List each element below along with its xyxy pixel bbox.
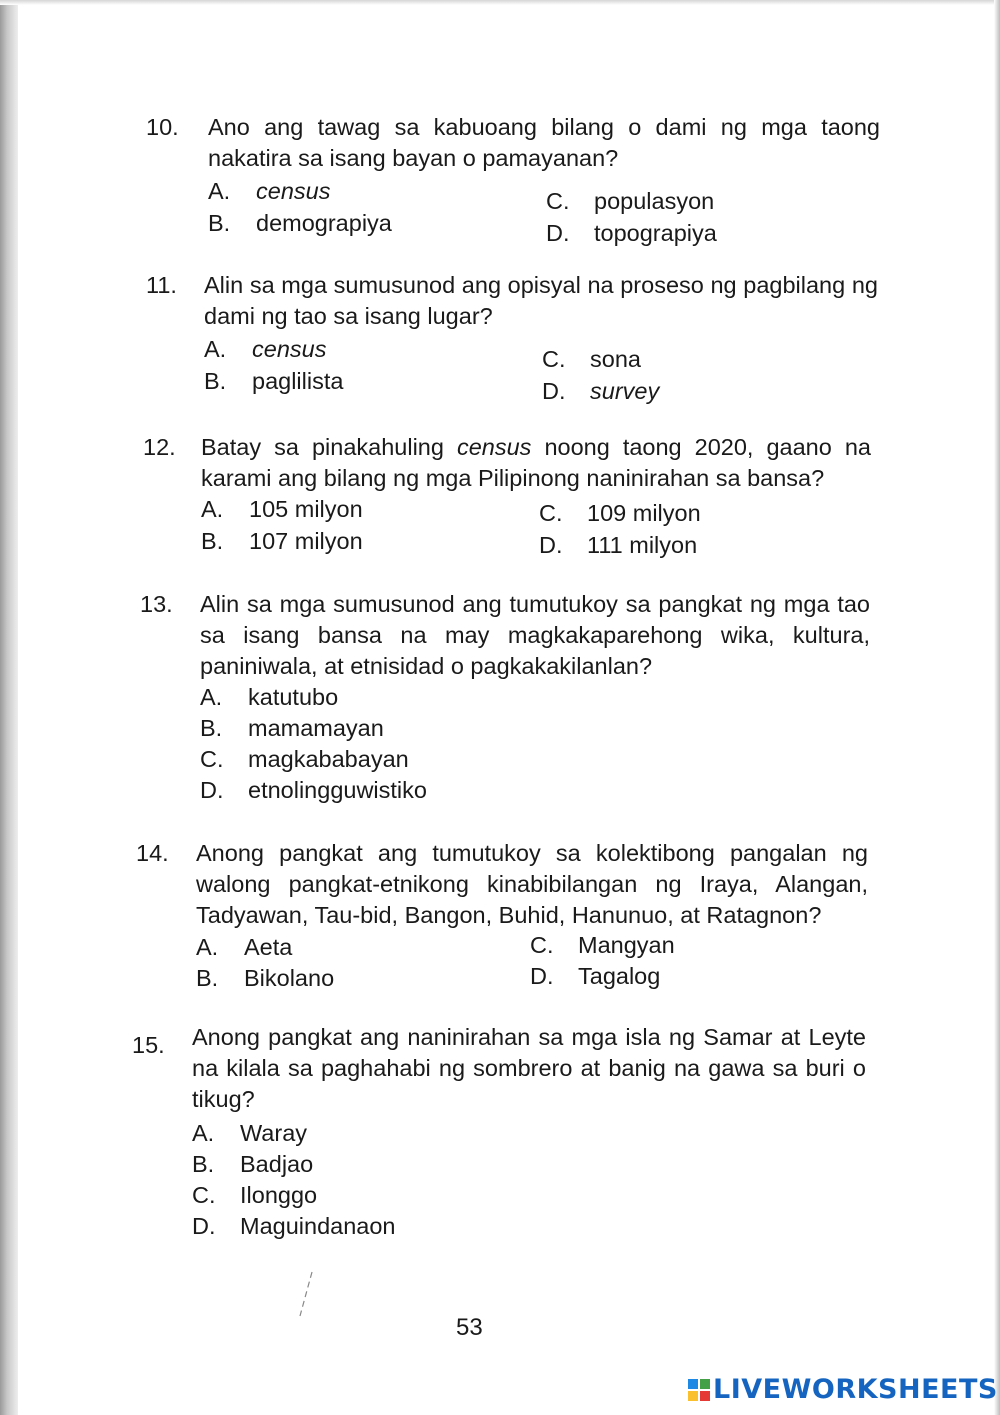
option-d[interactable] [530,961,660,992]
option-letter: A. [204,336,227,362]
question-stem: Anong pangkat ang tumutukoy sa kolektibong pangalan ng walong pangkat-etnikong kinabibilangan ng Iraya, Alangan, Tadyawan, Tau-bid, Bangon, Buhid, Hanunuo, at Ratagnon? [196,840,868,928]
option-letter: D. [200,777,224,803]
option-text: 109 milyon [587,500,701,526]
option-letter: A. [208,178,231,204]
option-b[interactable] [196,963,334,994]
option-letter: D. [542,378,566,404]
option-a[interactable] [204,334,326,365]
option-text: survey [590,378,660,404]
option-text: sona [590,346,641,372]
option-b[interactable] [208,208,392,239]
option-b[interactable] [204,366,343,397]
option-letter: A. [201,496,224,522]
option-letter: A. [192,1120,215,1146]
option-d[interactable] [542,376,659,407]
stem-text-end: noong taong 2020, gaano na karami ang bilang ng mga Pilipinong naninirahan sa bansa? [201,434,871,491]
page-right-edge [994,0,1000,1415]
question-14 [136,838,876,998]
liveworksheets-wordmark: LIVEWORKSHEETS [713,1374,998,1405]
option-a[interactable] [201,494,363,525]
option-d[interactable] [546,218,717,249]
pen-mark [292,1270,322,1320]
question-number: 13. [140,591,173,617]
option-letter: C. [542,346,566,372]
option-text: Maguindanaon [240,1213,396,1239]
option-text: Tagalog [578,963,661,989]
option-text: mamamayan [248,715,384,741]
option-letter: B. [208,210,231,236]
option-a[interactable] [196,932,292,963]
question-number: 11. [146,272,177,298]
liveworksheets-icon [688,1379,710,1401]
option-text: 105 milyon [249,496,363,522]
option-letter: C. [539,500,563,526]
option-text: paglilista [252,368,344,394]
question-13 [140,589,880,809]
question-stem: Alin sa mga sumusunod ang opisyal na proseso ng pagbilang ng dami ng tao sa isang lugar? [204,272,878,329]
question-stem: Anong pangkat ang naninirahan sa mga isla ng Samar at Leyte na kilala sa paghahabi ng sombrero at banig na gawa sa buri o tikug? [192,1024,866,1112]
option-text: etnolingguwistiko [248,777,427,803]
question-stem: Ano ang tawag sa kabuoang bilang o dami ng mga taong nakatira sa isang bayan o pamayanan? [208,114,880,171]
option-c[interactable] [200,744,409,775]
option-a[interactable] [192,1118,307,1149]
option-c[interactable] [542,344,641,375]
option-d[interactable] [539,530,697,561]
option-letter: D. [539,532,563,558]
page-number: 53 [456,1314,483,1341]
option-letter: D. [530,963,554,989]
option-text: katutubo [248,684,339,710]
option-text: census [256,178,331,204]
option-c[interactable] [192,1180,317,1211]
option-b[interactable] [200,713,384,744]
liveworksheets-logo [688,1374,998,1405]
option-text: census [252,336,327,362]
question-stem [201,432,871,494]
question-number: 14. [136,840,169,866]
option-text: Waray [240,1120,308,1146]
option-letter: A. [200,684,223,710]
option-text: demograpiya [256,210,392,236]
option-c[interactable] [539,498,701,529]
option-d[interactable] [192,1211,396,1242]
question-stem: Alin sa mga sumusunod ang tumutukoy sa pangkat ng mga tao sa isang bansa na may magkakaparehong wika, kultura, paniniwala, at etnisidad o pagkakakilanlan? [200,591,870,679]
option-letter: C. [200,746,224,772]
option-letter: B. [201,528,224,554]
option-letter: B. [192,1151,215,1177]
option-text: Mangyan [578,932,675,958]
option-c[interactable] [530,930,675,961]
option-text: Ilonggo [240,1182,318,1208]
option-text: 107 milyon [249,528,363,554]
option-letter: D. [546,220,570,246]
option-text: topograpiya [594,220,717,246]
option-a[interactable] [200,682,338,713]
option-letter: D. [192,1213,216,1239]
option-a[interactable] [208,176,330,207]
option-text: magkababayan [248,746,409,772]
option-text: 111 milyon [587,532,698,558]
question-number: 15. [132,1032,165,1058]
option-letter: B. [204,368,227,394]
question-10 [146,112,886,252]
question-12 [143,432,883,572]
option-letter: C. [530,932,554,958]
option-text: Bikolano [244,965,335,991]
option-letter: A. [196,934,219,960]
page-top-edge [0,0,1000,5]
question-11 [146,270,886,410]
option-text: populasyon [594,188,715,214]
option-letter: B. [200,715,223,741]
question-number: 10. [146,114,179,140]
option-letter: B. [196,965,219,991]
stem-emphasis: census [456,434,532,460]
question-15 [132,1022,872,1252]
option-c[interactable] [546,186,714,217]
option-letter: C. [546,188,570,214]
option-text: Aeta [244,934,293,960]
question-number: 12. [143,434,176,460]
stem-text-start: Batay sa pinakahuling [201,434,457,460]
binding-shadow [0,0,18,1415]
option-b[interactable] [192,1149,313,1180]
option-text: Badjao [240,1151,314,1177]
option-d[interactable] [200,775,427,806]
option-b[interactable] [201,526,363,557]
option-letter: C. [192,1182,216,1208]
